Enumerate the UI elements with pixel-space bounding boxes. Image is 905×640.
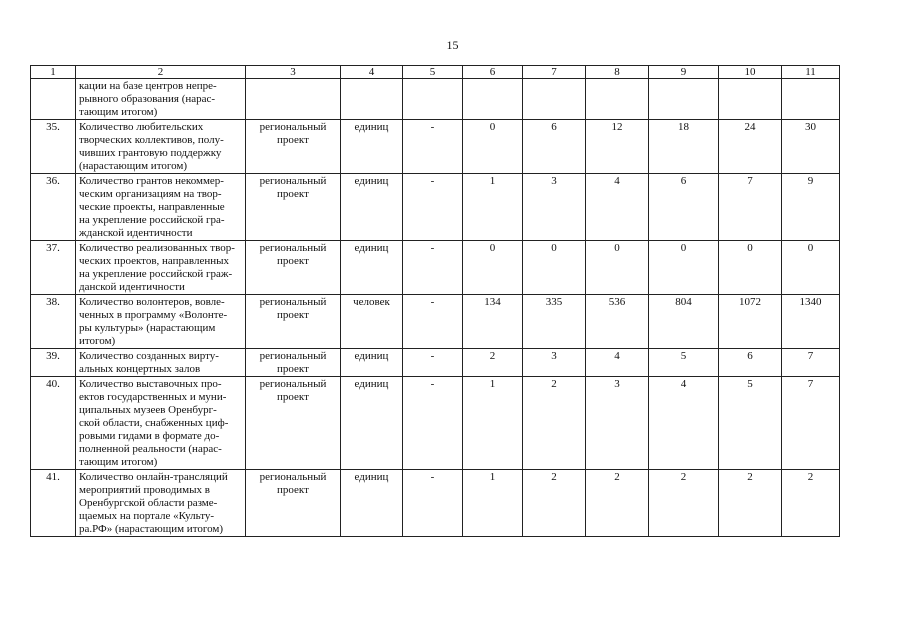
- value-cell: 0: [649, 241, 719, 295]
- table-body: [31, 79, 840, 537]
- value-cell: -: [403, 174, 463, 241]
- column-number-row: [31, 66, 840, 79]
- column-number-header: 9: [649, 66, 719, 79]
- indicator-source: региональный проект: [246, 349, 341, 377]
- column-number-header: 5: [403, 66, 463, 79]
- value-cell: 3: [523, 349, 586, 377]
- value-cell: 6: [523, 120, 586, 174]
- indicator-source: региональный проект: [246, 241, 341, 295]
- value-cell: 6: [719, 349, 782, 377]
- value-cell: -: [403, 377, 463, 470]
- unit-of-measure: единиц: [341, 174, 403, 241]
- value-cell: 3: [586, 377, 649, 470]
- row-number: 41.: [31, 470, 76, 537]
- value-cell: 0: [782, 241, 840, 295]
- value-cell: 9: [782, 174, 840, 241]
- column-number-header: 10: [719, 66, 782, 79]
- column-number-header: 3: [246, 66, 341, 79]
- row-number: 40.: [31, 377, 76, 470]
- indicator-source: региональный проект: [246, 470, 341, 537]
- page-number: 15: [446, 38, 459, 52]
- value-cell: 536: [586, 295, 649, 349]
- value-cell: 30: [782, 120, 840, 174]
- indicator-name: Количество грантов некоммер- ческим организациям на твор- ческие проекты, направленные на укрепление российской гра- жданской идентичности: [76, 174, 246, 241]
- value-cell: 3: [523, 174, 586, 241]
- value-cell: 5: [719, 377, 782, 470]
- column-number-header: 7: [523, 66, 586, 79]
- indicator-name: Количество созданных вирту- альных концертных залов: [76, 349, 246, 377]
- row-number: 36.: [31, 174, 76, 241]
- value-cell: 2: [586, 470, 649, 537]
- value-cell: [403, 79, 463, 120]
- value-cell: 7: [719, 174, 782, 241]
- indicator-source: региональный проект: [246, 295, 341, 349]
- indicator-name: Количество реализованных твор- ческих проектов, направленных на укрепление российской граж- данской идентичности: [76, 241, 246, 295]
- unit-of-measure: единиц: [341, 349, 403, 377]
- value-cell: 5: [649, 349, 719, 377]
- value-cell: 6: [649, 174, 719, 241]
- indicator-source: региональный проект: [246, 377, 341, 470]
- row-number: 39.: [31, 349, 76, 377]
- value-cell: 7: [782, 349, 840, 377]
- indicator-source: региональный проект: [246, 120, 341, 174]
- value-cell: 335: [523, 295, 586, 349]
- value-cell: [463, 79, 523, 120]
- row-number: [31, 79, 76, 120]
- table-row: [31, 79, 840, 120]
- table-row: [31, 377, 840, 470]
- column-number-header: 11: [782, 66, 840, 79]
- value-cell: 2: [523, 377, 586, 470]
- value-cell: 0: [463, 241, 523, 295]
- indicator-name: Количество выставочных про- ектов государственных и муни- ципальных музеев Оренбург- ской области, снабженных циф- ровыми гидами в формате до- полненной реальности (нарас- тающим итогом): [76, 377, 246, 470]
- value-cell: [649, 79, 719, 120]
- unit-of-measure: единиц: [341, 470, 403, 537]
- value-cell: 0: [523, 241, 586, 295]
- value-cell: [586, 79, 649, 120]
- indicator-name: Количество любительских творческих коллективов, полу- чивших грантовую поддержку (нарастающим итогом): [76, 120, 246, 174]
- value-cell: 1: [463, 174, 523, 241]
- value-cell: -: [403, 120, 463, 174]
- table-row: [31, 470, 840, 537]
- row-number: 38.: [31, 295, 76, 349]
- value-cell: 2: [649, 470, 719, 537]
- value-cell: -: [403, 349, 463, 377]
- unit-of-measure: единиц: [341, 377, 403, 470]
- value-cell: 0: [463, 120, 523, 174]
- table-row: [31, 241, 840, 295]
- value-cell: 24: [719, 120, 782, 174]
- value-cell: 1: [463, 470, 523, 537]
- unit-of-measure: [341, 79, 403, 120]
- value-cell: 1340: [782, 295, 840, 349]
- value-cell: 4: [586, 174, 649, 241]
- indicators-table: [30, 65, 840, 537]
- table-row: [31, 174, 840, 241]
- column-number-header: 1: [31, 66, 76, 79]
- value-cell: [523, 79, 586, 120]
- value-cell: 0: [586, 241, 649, 295]
- value-cell: -: [403, 470, 463, 537]
- value-cell: 2: [523, 470, 586, 537]
- value-cell: 0: [719, 241, 782, 295]
- unit-of-measure: единиц: [341, 120, 403, 174]
- value-cell: 7: [782, 377, 840, 470]
- indicator-source: региональный проект: [246, 174, 341, 241]
- column-number-header: 8: [586, 66, 649, 79]
- table-row: [31, 120, 840, 174]
- value-cell: 18: [649, 120, 719, 174]
- value-cell: 1072: [719, 295, 782, 349]
- column-number-header: 2: [76, 66, 246, 79]
- row-number: 37.: [31, 241, 76, 295]
- indicator-name: Количество онлайн-трансляций мероприятий проводимых в Оренбургской области разме- щаемых на портале «Культу- ра.РФ» (нарастающим итогом): [76, 470, 246, 537]
- value-cell: 4: [586, 349, 649, 377]
- table-row: [31, 349, 840, 377]
- value-cell: 12: [586, 120, 649, 174]
- unit-of-measure: человек: [341, 295, 403, 349]
- row-number: 35.: [31, 120, 76, 174]
- value-cell: 134: [463, 295, 523, 349]
- unit-of-measure: единиц: [341, 241, 403, 295]
- indicator-source: [246, 79, 341, 120]
- column-number-header: 4: [341, 66, 403, 79]
- value-cell: [782, 79, 840, 120]
- value-cell: [719, 79, 782, 120]
- value-cell: 2: [719, 470, 782, 537]
- value-cell: -: [403, 295, 463, 349]
- value-cell: 804: [649, 295, 719, 349]
- indicator-name: Количество волонтеров, вовле- ченных в программу «Волонте- ры культуры» (нарастающим итогом): [76, 295, 246, 349]
- value-cell: 2: [782, 470, 840, 537]
- value-cell: -: [403, 241, 463, 295]
- value-cell: 4: [649, 377, 719, 470]
- column-number-header: 6: [463, 66, 523, 79]
- indicator-name: кации на базе центров непре- рывного образования (нарас- тающим итогом): [76, 79, 246, 120]
- value-cell: 2: [463, 349, 523, 377]
- value-cell: 1: [463, 377, 523, 470]
- table-row: [31, 295, 840, 349]
